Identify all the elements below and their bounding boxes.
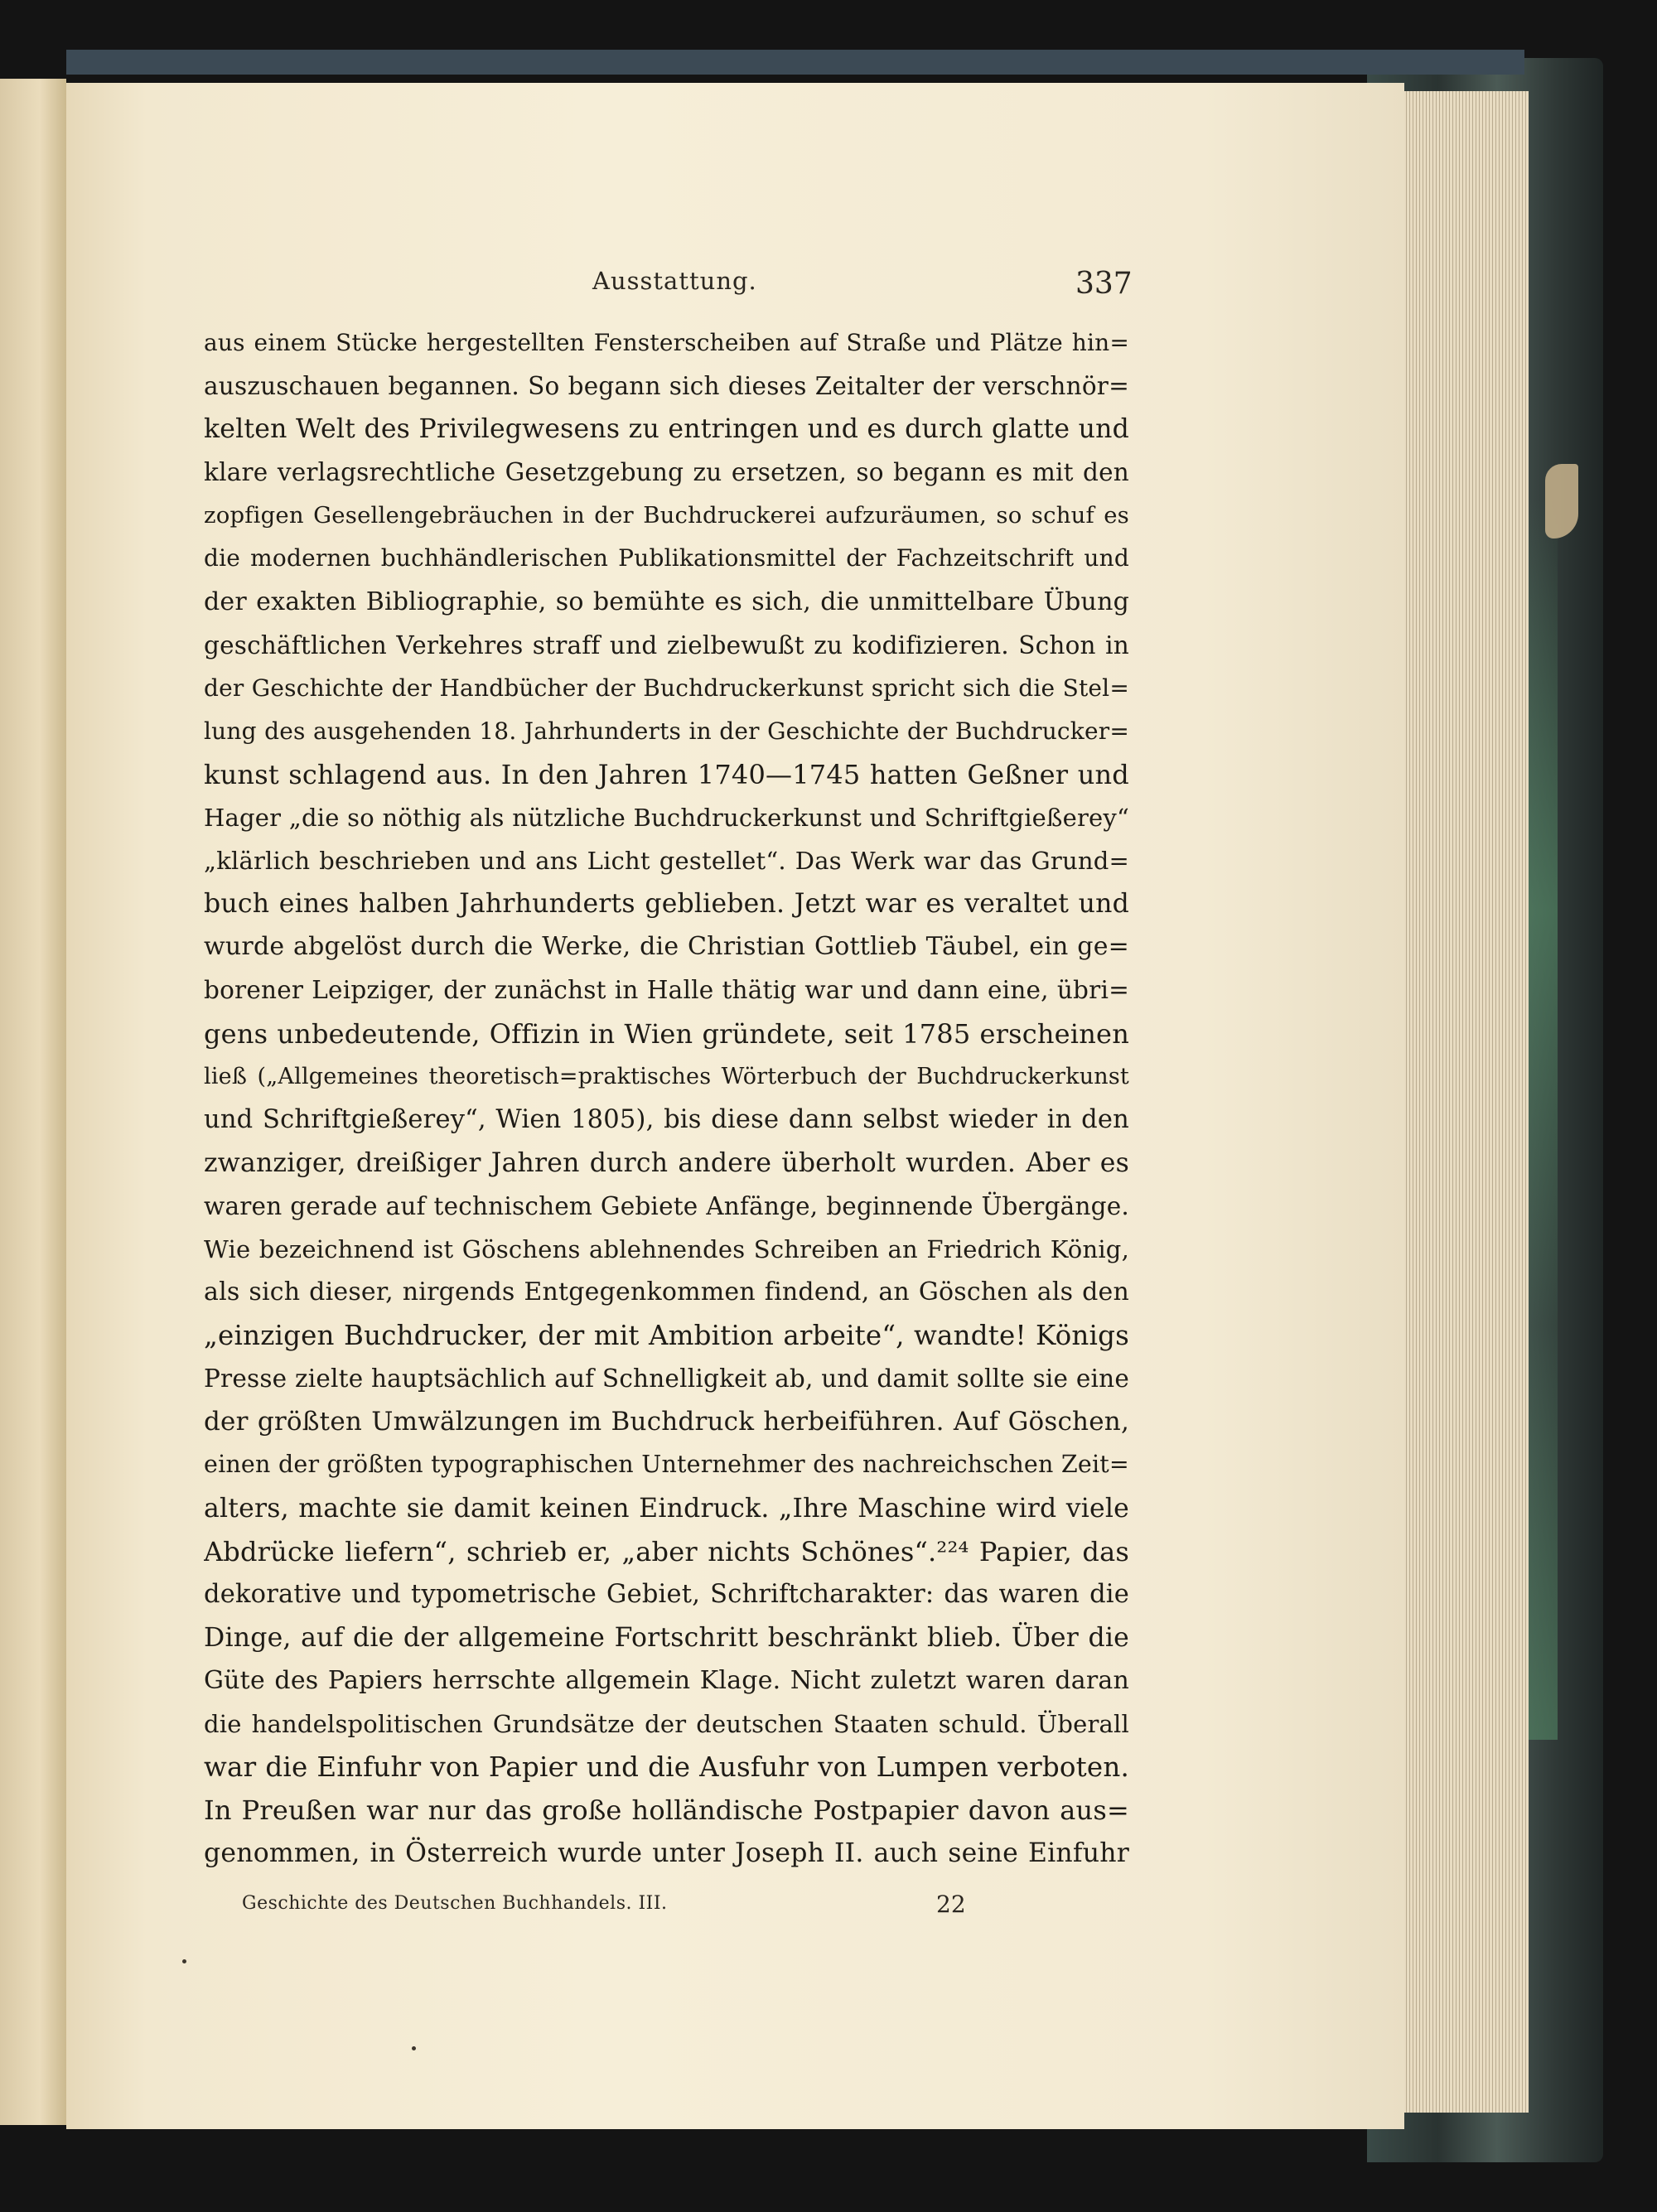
cover-marbling	[1524, 497, 1558, 1740]
text-line: Abdrücke liefern“, schrieb er, „aber nichts Schönes“.²²⁴ Papier, das	[204, 1535, 1129, 1567]
text-line: kunst schlagend aus. In den Jahren 1740—1745 hatten Geßner und	[204, 758, 1129, 790]
text-line: aus einem Stücke hergestellten Fensterscheiben auf Straße und Plätze hin=	[204, 329, 1129, 356]
text-line: buch eines halben Jahrhunderts geblieben. Jetzt war es veraltet und	[204, 889, 1129, 920]
text-line: gens unbedeutende, Offizin in Wien gründete, seit 1785 erscheinen	[204, 1017, 1129, 1050]
text-line: zopfigen Gesellengebräuchen in der Buchdruckerei aufzuräumen, so schuf es	[204, 502, 1129, 529]
text-line: Dinge, auf die der allgemeine Fortschritt beschränkt blieb. Über die	[204, 1622, 1129, 1653]
footer-title: Geschichte des Deutschen Buchhandels. III.	[242, 1893, 668, 1914]
text-line: Hager „die so nöthig als nützliche Buchdruckerkunst und Schriftgießerey“	[204, 804, 1129, 833]
text-line: „einzigen Buchdrucker, der mit Ambition arbeite“, wandte! Königs	[204, 1320, 1129, 1352]
signature-mark: 22	[936, 1891, 966, 1918]
text-line: Presse zielte hauptsächlich auf Schnelligkeit ab, und damit sollte sie eine	[204, 1364, 1129, 1393]
page-number: 337	[1075, 267, 1133, 301]
text-line: ließ („Allgemeines theoretisch=praktisches Wörterbuch der Buchdruckerkunst	[204, 1063, 1129, 1089]
text-line: und Schriftgießerey“, Wien 1805), bis diese dann selbst wieder in den	[204, 1104, 1129, 1134]
text-line: Güte des Papiers herrschte allgemein Klage. Nicht zuletzt waren daran	[204, 1665, 1129, 1695]
text-line: der exakten Bibliographie, so bemühte es sich, die unmittelbare Übung	[204, 587, 1129, 616]
body-text	[204, 321, 1129, 1875]
paper-speck	[412, 2046, 416, 2050]
paper-speck	[182, 1959, 186, 1963]
text-line: wurde abgelöst durch die Werke, die Christian Gottlieb Täubel, ein ge=	[204, 932, 1129, 962]
text-line: borener Leipziger, der zunächst in Halle thätig war und dann eine, übri=	[204, 976, 1129, 1005]
text-line: Wie bezeichnend ist Göschens ablehnendes Schreiben an Friedrich König,	[204, 1234, 1129, 1263]
text-line: war die Einfuhr von Papier und die Ausfuhr von Lumpen verboten.	[204, 1751, 1129, 1784]
text-line: In Preußen war nur das große holländische Postpapier davon aus=	[204, 1794, 1129, 1827]
text-line: alters, machte sie damit keinen Eindruck. „Ihre Maschine wird viele	[204, 1493, 1129, 1524]
page-block-edges	[1400, 91, 1529, 2113]
text-line: der größten Umwälzungen im Buchdruck herbeiführen. Auf Göschen,	[204, 1407, 1129, 1437]
text-line: kelten Welt des Privilegwesens zu entringen und es durch glatte und	[204, 414, 1129, 445]
text-line: einen der größten typographischen Unternehmer des nachreichschen Zeit=	[204, 1451, 1129, 1479]
text-line: der Geschichte der Handbücher der Buchdruckerkunst spricht sich die Stel=	[204, 674, 1129, 702]
text-line: auszuschauen begannen. So begann sich dieses Zeitalter der verschnör=	[204, 372, 1129, 401]
cover-worn-corner	[1545, 464, 1578, 539]
text-line: als sich dieser, nirgends Entgegenkommen findend, an Göschen als den	[204, 1277, 1129, 1307]
cover-top-edge	[66, 50, 1524, 75]
facing-page-edge	[0, 79, 66, 2125]
text-line: dekorative und typometrische Gebiet, Schriftcharakter: das waren die	[204, 1579, 1129, 1609]
text-line: die modernen buchhändlerischen Publikationsmittel der Fachzeitschrift und	[204, 544, 1129, 572]
text-line: klare verlagsrechtliche Gesetzgebung zu ersetzen, so begann es mit den	[204, 458, 1129, 487]
text-line: waren gerade auf technischem Gebiete Anfänge, beginnende Übergänge.	[204, 1191, 1129, 1220]
text-line: geschäftlichen Verkehres straff und zielbewußt zu kodifizieren. Schon in	[204, 630, 1129, 659]
text-line: „klärlich beschrieben und ans Licht gestellet“. Das Werk war das Grund=	[204, 847, 1129, 876]
running-header: Ausstattung.	[592, 267, 757, 295]
text-line: zwanziger, dreißiger Jahren durch andere überholt wurden. Aber es	[204, 1147, 1129, 1178]
text-line: die handelspolitischen Grundsätze der deutschen Staaten schuld. Überall	[204, 1710, 1129, 1738]
text-line: genommen, in Österreich wurde unter Joseph II. auch seine Einfuhr	[204, 1838, 1129, 1869]
text-line: lung des ausgehenden 18. Jahrhunderts in der Geschichte der Buchdrucker=	[204, 717, 1129, 745]
